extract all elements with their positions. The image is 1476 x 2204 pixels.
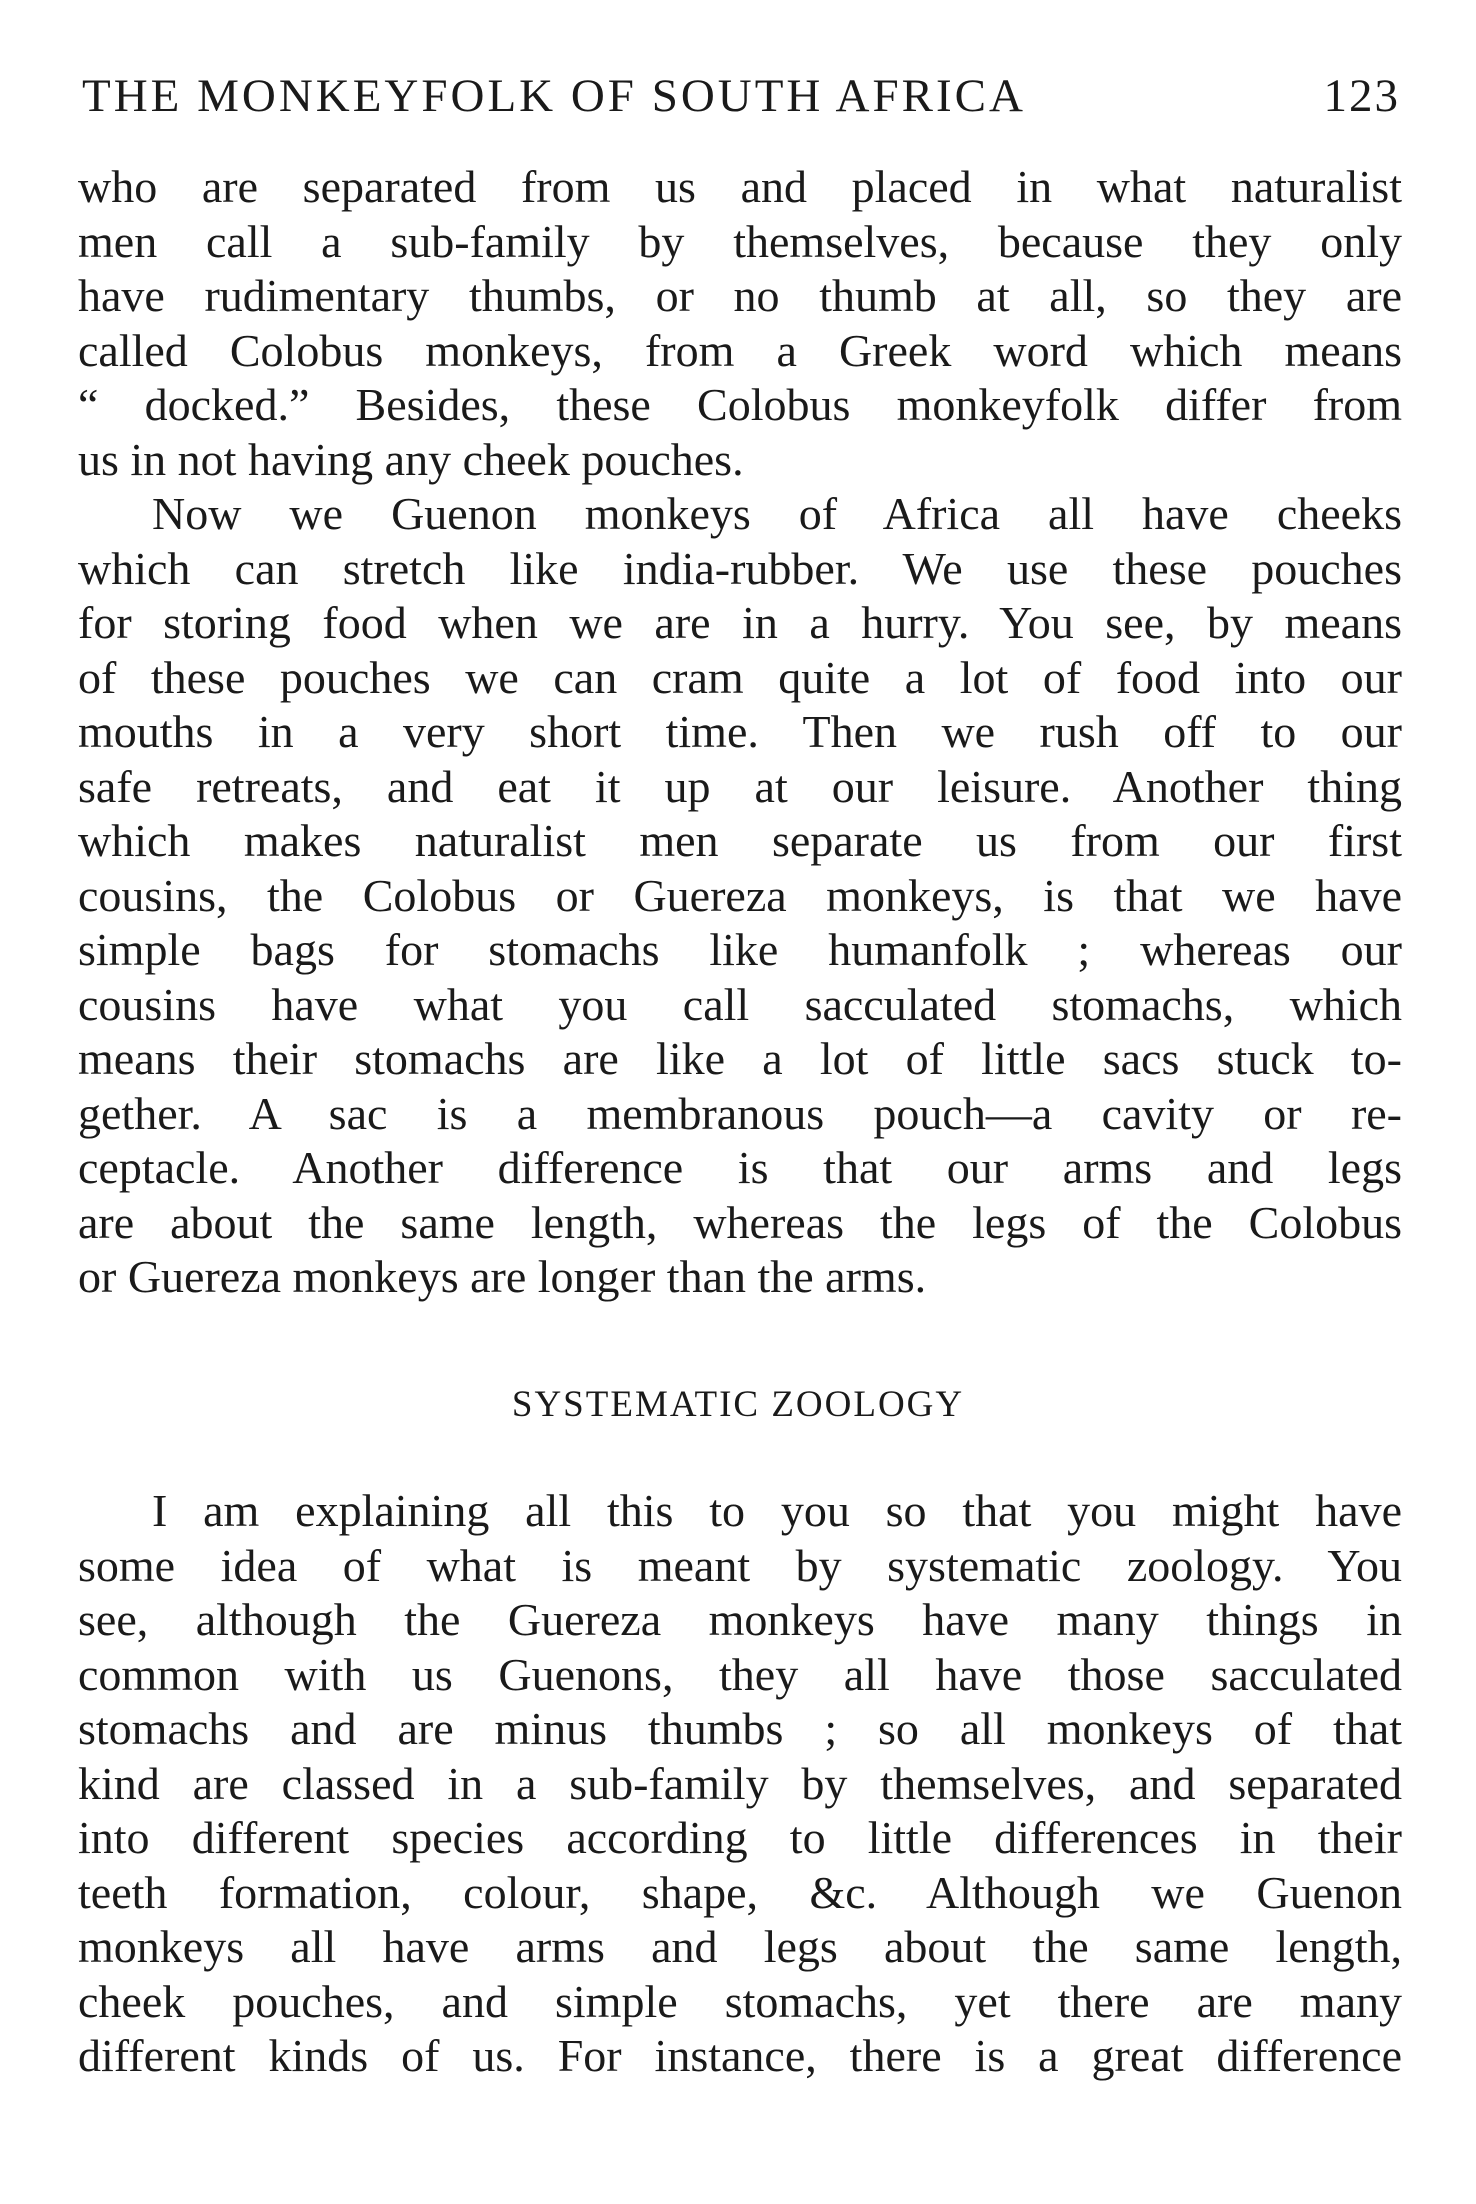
text-line: simple bags for stomachs like humanfolk ; whereas our — [78, 924, 1402, 975]
text-line: which can stretch like india-rubber. We use these pouches — [78, 542, 1402, 594]
text-line: common with us Guenons, they all have those sacculated — [78, 1648, 1402, 1700]
section-heading: SYSTEMATIC ZOOLOGY — [511, 1384, 965, 1425]
text-line: mouths in a very short time. Then we rush off to our — [78, 706, 1402, 757]
text-line: cheek pouches, and simple stomachs, yet there are many — [78, 1975, 1402, 2027]
text-line: gether. A sac is a membranous pouch—a cavity or re- — [78, 1087, 1402, 1139]
text-line: different kinds of us. For instance, there is a great difference — [78, 2030, 1402, 2081]
text-line: safe retreats, and eat it up at our leisure. Another thing — [78, 760, 1402, 812]
text-line: who are separated from us and placed in what naturalist — [78, 161, 1402, 212]
text-line: teeth formation, colour, shape, &c. Although we Guenon — [78, 1866, 1402, 1918]
text-line: for storing food when we are in a hurry. You see, by means — [78, 597, 1402, 648]
text-line: see, although the Guereza monkeys have many things in — [78, 1594, 1402, 1645]
text-line: have rudimentary thumbs, or no thumb at all, so they are — [78, 270, 1402, 321]
text-line: of these pouches we can cram quite a lot of food into our — [78, 651, 1402, 703]
text-line: I am explaining all this to you so that you might have — [152, 1485, 1402, 1536]
text-line: us in not having any cheek pouches. — [78, 433, 744, 485]
text-line: Now we Guenon monkeys of Africa all have cheeks — [152, 488, 1402, 539]
text-line: men call a sub-family by themselves, because they only — [78, 215, 1402, 267]
running-title: THE MONKEYFOLK OF SOUTH AFRICA — [82, 70, 1026, 122]
text-line: which makes naturalist men separate us from our first — [78, 815, 1402, 866]
text-line: kind are classed in a sub-family by themselves, and separated — [78, 1757, 1402, 1809]
text-line: ceptacle. Another difference is that our arms and legs — [78, 1142, 1402, 1193]
paragraph-systematic-zoology — [78, 1484, 1402, 2084]
text-line: called Colobus monkeys, from a Greek word which means — [78, 324, 1402, 376]
paragraph-colobus — [78, 160, 1402, 487]
paragraph-guenon — [78, 487, 1402, 1305]
text-line: means their stomachs are like a lot of little sacs stuck to- — [78, 1033, 1402, 1084]
text-line: cousins have what you call sacculated stomachs, which — [78, 978, 1402, 1030]
text-line: some idea of what is meant by systematic zoology. You — [78, 1539, 1402, 1591]
text-line: monkeys all have arms and legs about the same length, — [78, 1921, 1402, 1972]
text-line: or Guereza monkeys are longer than the arms. — [78, 1251, 927, 1302]
text-line: cousins, the Colobus or Guereza monkeys, is that we have — [78, 869, 1402, 921]
text-line: into different species according to little differences in their — [78, 1812, 1402, 1863]
running-head — [82, 66, 1400, 126]
text-line: “ docked.” Besides, these Colobus monkeyfolk differ from — [78, 379, 1402, 430]
text-line: are about the same length, whereas the legs of the Colobus — [78, 1196, 1402, 1248]
page-number: 123 — [1323, 70, 1400, 122]
text-line: stomachs and are minus thumbs ; so all monkeys of that — [78, 1703, 1402, 1754]
